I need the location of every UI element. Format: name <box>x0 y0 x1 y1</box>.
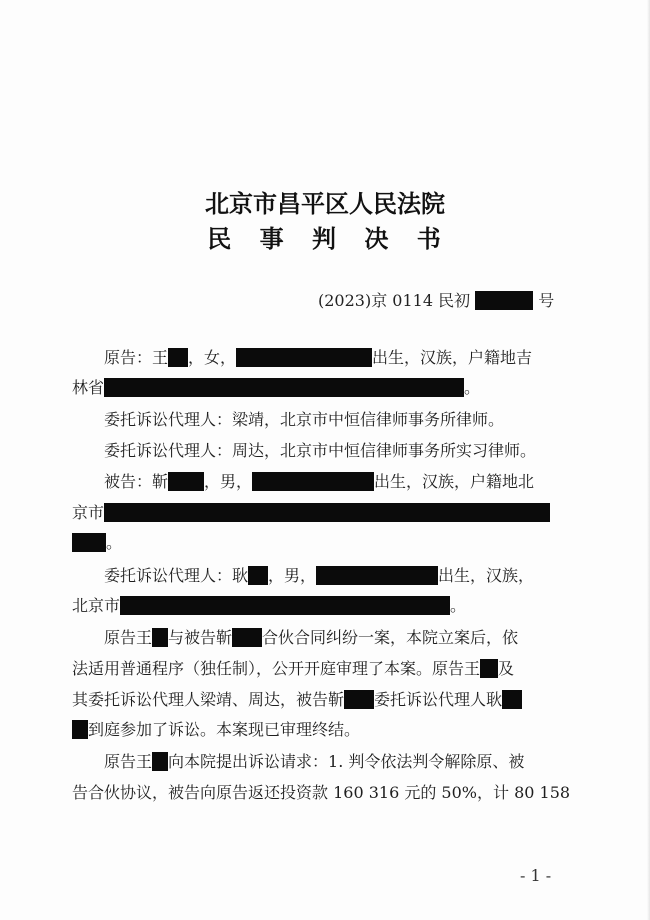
text: 。 <box>464 378 481 397</box>
case-number-suffix: 号 <box>538 291 555 310</box>
text: 原告：王 <box>104 348 169 367</box>
text-line: 委托诉讼代理人：周达，北京市中恒信律师事务所实习律师。 <box>104 441 537 460</box>
redaction <box>120 596 450 615</box>
text: 向本院提出诉讼请求：1. 判令依法判令解除原、被 <box>168 752 525 771</box>
redaction <box>344 690 374 709</box>
text: 。 <box>106 533 123 552</box>
text-line <box>104 472 534 492</box>
text: ，男， <box>268 566 317 585</box>
text-line <box>72 690 522 710</box>
text: 合伙合同纠纷一案，本院立案后，依 <box>262 628 519 647</box>
text: 北京市 <box>72 596 121 615</box>
text: ，女， <box>188 348 237 367</box>
redaction <box>236 348 372 367</box>
redaction <box>502 690 522 709</box>
text: ，男， <box>204 472 253 491</box>
text: 其委托诉讼代理人梁靖、周达，被告靳 <box>72 690 345 709</box>
text: 原告王 <box>104 628 153 647</box>
redaction <box>152 752 168 771</box>
redaction <box>152 628 168 647</box>
redaction <box>168 348 188 367</box>
text: 出生，汉族，户籍地北 <box>374 472 535 491</box>
text-line <box>104 348 532 368</box>
text: 出生，汉族，户籍地吉 <box>372 348 533 367</box>
text: 委托诉讼代理人：耿 <box>104 566 249 585</box>
redaction <box>232 628 262 647</box>
text-line <box>72 720 360 740</box>
text-line <box>104 752 524 772</box>
text-line: 告合伙协议，被告向原告返还投资款 160 316 元的 50%，计 80 158 <box>72 783 571 802</box>
text: 被告：靳 <box>104 472 169 491</box>
text: 法适用普通程序（独任制），公开开庭审理了本案。原告王 <box>72 659 481 678</box>
text: 与被告靳 <box>168 628 233 647</box>
document-type: 民 事 判 决 书 <box>207 224 451 253</box>
redaction <box>248 566 268 585</box>
text: 原告王 <box>104 752 153 771</box>
text: 。 <box>450 596 467 615</box>
redaction <box>252 472 374 491</box>
redaction <box>72 720 88 739</box>
redaction <box>72 533 106 552</box>
text-line <box>72 503 550 523</box>
text: 京市 <box>72 503 105 522</box>
text: 出生，汉族， <box>438 566 535 585</box>
case-number <box>318 288 554 311</box>
text: 及 <box>498 659 515 678</box>
redaction <box>480 659 498 678</box>
redaction <box>104 503 550 522</box>
text-line <box>72 596 466 616</box>
redaction <box>104 378 464 397</box>
text-line <box>72 378 480 398</box>
redaction <box>316 566 438 585</box>
text-line <box>104 628 518 648</box>
page-number: - 1 - <box>520 866 552 885</box>
text: 林省 <box>72 378 105 397</box>
redaction <box>168 472 204 491</box>
text-line <box>72 659 514 679</box>
text: 到庭参加了诉讼。本案现已审理终结。 <box>88 720 361 739</box>
text: 委托诉讼代理人耿 <box>374 690 503 709</box>
text-line <box>72 533 122 553</box>
redaction <box>475 291 533 310</box>
court-name: 北京市昌平区人民法院 <box>205 189 445 218</box>
text-line <box>104 566 534 586</box>
text-line: 委托诉讼代理人：梁靖，北京市中恒信律师事务所律师。 <box>104 410 505 429</box>
case-number-prefix: (2023)京 0114 民初 <box>318 291 471 310</box>
